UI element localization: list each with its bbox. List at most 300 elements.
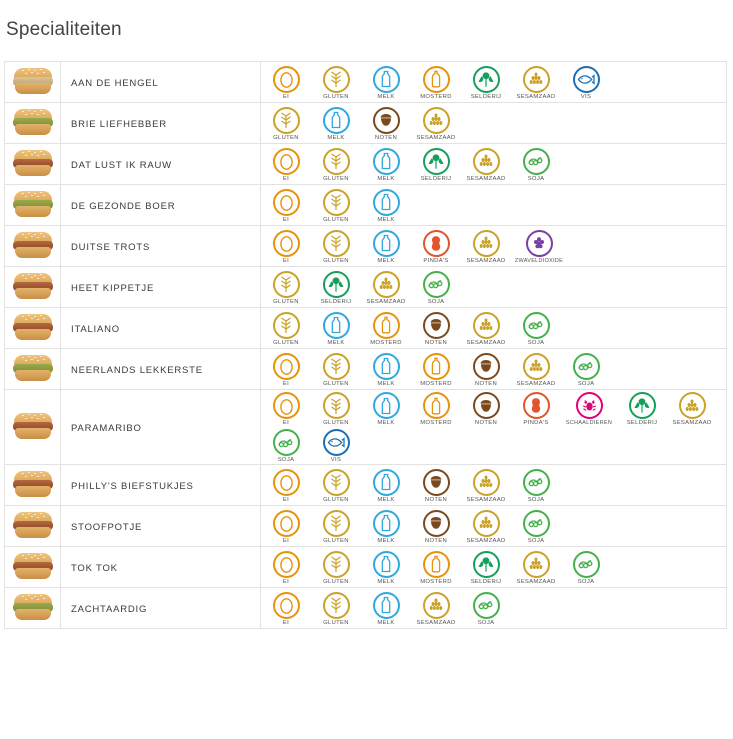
allergen-gluten <box>311 66 361 100</box>
allergen-mosterd <box>411 66 461 100</box>
sandwich-icon <box>12 354 54 384</box>
product-name: PARAMARIBO <box>71 423 142 435</box>
allergen-label: MELK <box>377 578 395 586</box>
gluten-icon <box>273 271 300 298</box>
allergen-label: NOTEN <box>424 537 448 545</box>
allergen-melk <box>361 510 411 544</box>
soja-icon <box>273 429 300 456</box>
allergen-label: EI <box>282 380 290 388</box>
allergen-noten <box>361 107 411 141</box>
pindas-icon <box>423 230 450 257</box>
table-row <box>5 62 727 103</box>
table-row <box>5 390 727 465</box>
allergen-label: MELK <box>377 93 395 101</box>
allergen-label: GLUTEN <box>323 175 349 183</box>
gluten-icon <box>323 510 350 537</box>
allergen-label: SOJA <box>427 298 445 306</box>
product-name: NEERLANDS LEKKERSTE <box>71 365 203 377</box>
allergen-gluten <box>311 148 361 182</box>
sandwich-icon <box>12 313 54 343</box>
allergen-label: GLUTEN <box>323 257 349 265</box>
gluten-icon <box>273 312 300 339</box>
allergen-ei <box>261 592 311 626</box>
melk-icon <box>323 107 350 134</box>
allergen-mosterd <box>411 353 461 387</box>
allergen-label: SESAMZAAD <box>516 578 556 586</box>
allergen-soja <box>511 469 561 503</box>
allergen-list <box>261 310 726 347</box>
allergens-cell <box>261 547 727 588</box>
allergen-noten <box>411 312 461 346</box>
product-name: PHILLY'S BIEFSTUKJES <box>71 481 194 493</box>
allergen-label: MOSTERD <box>420 93 452 101</box>
product-image-cell <box>5 144 61 185</box>
allergen-label: EI <box>282 537 290 545</box>
allergen-list <box>261 467 726 504</box>
mosterd-icon <box>423 551 450 578</box>
table-row <box>5 588 727 629</box>
allergen-gluten <box>311 551 361 585</box>
allergen-melk <box>361 551 411 585</box>
allergen-noten <box>461 353 511 387</box>
allergen-label: GLUTEN <box>323 619 349 627</box>
allergen-ei <box>261 189 311 223</box>
product-name-cell <box>61 103 261 144</box>
allergen-melk <box>361 392 411 426</box>
ei-icon <box>273 189 300 216</box>
product-image-cell <box>5 588 61 629</box>
allergen-vis <box>311 429 361 463</box>
allergen-noten <box>411 469 461 503</box>
allergen-ei <box>261 392 311 426</box>
allergen-label: GLUTEN <box>323 93 349 101</box>
allergen-label: SOJA <box>577 578 595 586</box>
allergen-melk <box>361 66 411 100</box>
allergen-list <box>261 508 726 545</box>
allergen-label: SESAMZAAD <box>466 537 506 545</box>
allergen-label: MELK <box>377 257 395 265</box>
allergens-cell <box>261 465 727 506</box>
vis-icon <box>323 429 350 456</box>
allergen-label: MELK <box>377 175 395 183</box>
product-name: AAN DE HENGEL <box>71 78 159 90</box>
allergen-label: EI <box>282 619 290 627</box>
table-row <box>5 144 727 185</box>
product-image-cell <box>5 267 61 308</box>
gluten-icon <box>323 148 350 175</box>
sandwich-icon <box>12 470 54 500</box>
allergen-melk <box>361 353 411 387</box>
sesamzaad-icon <box>473 510 500 537</box>
soja-icon <box>523 510 550 537</box>
product-name-cell <box>61 588 261 629</box>
ei-icon <box>273 392 300 419</box>
allergen-label: EI <box>282 420 290 427</box>
gluten-icon <box>323 230 350 257</box>
ei-icon <box>273 510 300 537</box>
allergen-label: EI <box>282 496 290 504</box>
allergen-pindas <box>411 230 461 264</box>
allergen-label: EI <box>282 93 290 101</box>
product-image-cell <box>5 185 61 226</box>
allergen-list <box>261 105 726 142</box>
sandwich-icon <box>12 412 54 442</box>
specialties-table-body <box>5 62 727 629</box>
product-name: DUITSE TROTS <box>71 242 151 254</box>
product-name-cell <box>61 144 261 185</box>
allergen-label: GLUTEN <box>323 496 349 504</box>
allergen-noten <box>411 510 461 544</box>
allergen-soja <box>561 353 611 387</box>
page-title: Specialiteiten <box>6 18 122 40</box>
allergen-soja <box>261 429 311 463</box>
noten-icon <box>473 353 500 380</box>
selderij-icon <box>423 148 450 175</box>
allergen-label: SELDERIJ <box>420 175 452 183</box>
sandwich-icon <box>12 511 54 541</box>
sesamzaad-icon <box>523 353 550 380</box>
selderij-icon <box>629 392 656 419</box>
allergen-label: GLUTEN <box>323 578 349 586</box>
gluten-icon <box>323 66 350 93</box>
allergen-label: SOJA <box>527 175 545 183</box>
product-image-cell <box>5 226 61 267</box>
ei-icon <box>273 551 300 578</box>
noten-icon <box>423 469 450 496</box>
allergen-sesamzaad <box>667 392 717 426</box>
allergen-list <box>261 187 726 224</box>
product-name: ITALIANO <box>71 324 120 336</box>
gluten-icon <box>323 592 350 619</box>
allergens-cell <box>261 144 727 185</box>
allergen-label: MELK <box>377 619 395 627</box>
allergens-cell <box>261 506 727 547</box>
allergen-label: GLUTEN <box>323 420 349 427</box>
melk-icon <box>323 312 350 339</box>
allergen-label: SOJA <box>527 537 545 545</box>
allergen-sesamzaad <box>511 353 561 387</box>
allergen-selderij <box>461 551 511 585</box>
vis-icon <box>573 66 600 93</box>
allergen-label: SOJA <box>577 380 595 388</box>
allergen-label: MELK <box>377 496 395 504</box>
allergens-cell <box>261 349 727 390</box>
allergen-list <box>261 390 726 464</box>
mosterd-icon <box>423 353 450 380</box>
melk-icon <box>373 592 400 619</box>
noten-icon <box>473 392 500 419</box>
selderij-icon <box>473 551 500 578</box>
allergen-soja <box>511 148 561 182</box>
allergen-label: GLUTEN <box>273 339 299 347</box>
soja-icon <box>523 148 550 175</box>
allergen-label: SELDERIJ <box>470 578 502 586</box>
sesamzaad-icon <box>423 592 450 619</box>
melk-icon <box>373 392 400 419</box>
product-name: DE GEZONDE BOER <box>71 201 176 213</box>
allergen-sesamzaad <box>461 469 511 503</box>
melk-icon <box>373 469 400 496</box>
ei-icon <box>273 469 300 496</box>
sandwich-icon <box>12 190 54 220</box>
selderij-icon <box>323 271 350 298</box>
melk-icon <box>373 230 400 257</box>
allergens-cell <box>261 103 727 144</box>
allergen-melk <box>361 469 411 503</box>
allergen-label: GLUTEN <box>323 537 349 545</box>
allergens-cell <box>261 62 727 103</box>
allergen-melk <box>361 148 411 182</box>
allergens-cell <box>261 390 727 465</box>
allergen-gluten <box>311 469 361 503</box>
allergen-soja <box>511 312 561 346</box>
allergen-label: ZWAVELDIOXIDE <box>514 257 564 265</box>
allergen-label: NOTEN <box>424 496 448 504</box>
table-row <box>5 267 727 308</box>
allergen-zwaveldioxide <box>511 230 567 264</box>
melk-icon <box>373 353 400 380</box>
allergen-sesamzaad <box>461 148 511 182</box>
allergens-cell <box>261 267 727 308</box>
allergen-label: SOJA <box>527 339 545 347</box>
allergen-melk <box>361 189 411 223</box>
allergen-label: EI <box>282 578 290 586</box>
allergen-mosterd <box>361 312 411 346</box>
allergen-gluten <box>261 107 311 141</box>
allergen-soja <box>561 551 611 585</box>
product-name: STOOFPOTJE <box>71 522 143 534</box>
soja-icon <box>573 551 600 578</box>
allergen-label: SESAMZAAD <box>416 619 456 627</box>
melk-icon <box>373 510 400 537</box>
product-name-cell <box>61 547 261 588</box>
noten-icon <box>373 107 400 134</box>
allergen-ei <box>261 469 311 503</box>
allergen-label: SELDERIJ <box>320 298 352 306</box>
allergen-label: SESAMZAAD <box>466 257 506 265</box>
allergen-label: SESAMZAAD <box>466 496 506 504</box>
specialties-table <box>4 61 727 629</box>
allergen-list <box>261 146 726 183</box>
allergen-ei <box>261 551 311 585</box>
allergen-vis <box>561 66 611 100</box>
allergen-gluten <box>311 392 361 426</box>
sesamzaad-icon <box>523 66 550 93</box>
melk-icon <box>373 66 400 93</box>
product-image-cell <box>5 103 61 144</box>
allergen-schaaldieren <box>561 392 617 426</box>
allergen-label: NOTEN <box>374 134 398 142</box>
gluten-icon <box>323 189 350 216</box>
allergen-label: SCHAALDIEREN <box>565 420 613 427</box>
table-row <box>5 103 727 144</box>
allergen-label: SESAMZAAD <box>516 380 556 388</box>
allergen-ei <box>261 510 311 544</box>
gluten-icon <box>323 353 350 380</box>
ei-icon <box>273 230 300 257</box>
allergen-soja <box>411 271 461 305</box>
table-row <box>5 308 727 349</box>
ei-icon <box>273 148 300 175</box>
sandwich-icon <box>12 108 54 138</box>
allergen-label: MELK <box>327 134 345 142</box>
allergen-melk <box>361 230 411 264</box>
allergen-label: NOTEN <box>424 339 448 347</box>
allergen-label: SESAMZAAD <box>672 420 712 427</box>
allergen-gluten <box>261 271 311 305</box>
allergen-selderij <box>461 66 511 100</box>
soja-icon <box>423 271 450 298</box>
sesamzaad-icon <box>473 469 500 496</box>
sandwich-icon <box>12 593 54 623</box>
product-name: HEET KIPPETJE <box>71 283 155 295</box>
allergen-ei <box>261 353 311 387</box>
allergen-selderij <box>617 392 667 426</box>
ei-icon <box>273 353 300 380</box>
product-name-cell <box>61 62 261 103</box>
allergen-label: EI <box>282 216 290 224</box>
product-image-cell <box>5 506 61 547</box>
product-name-cell <box>61 308 261 349</box>
allergens-cell <box>261 185 727 226</box>
table-row <box>5 506 727 547</box>
soja-icon <box>573 353 600 380</box>
pindas-icon <box>523 392 550 419</box>
product-image-cell <box>5 465 61 506</box>
mosterd-icon <box>423 66 450 93</box>
allergen-sesamzaad <box>461 230 511 264</box>
allergen-gluten <box>311 230 361 264</box>
allergen-soja <box>511 510 561 544</box>
allergen-label: SESAMZAAD <box>516 93 556 101</box>
allergen-mosterd <box>411 551 461 585</box>
table-row <box>5 185 727 226</box>
allergen-list <box>261 351 726 388</box>
zwaveldioxide-icon <box>526 230 553 257</box>
allergen-selderij <box>311 271 361 305</box>
gluten-icon <box>323 551 350 578</box>
table-row <box>5 465 727 506</box>
gluten-icon <box>323 392 350 419</box>
allergen-noten <box>461 392 511 426</box>
mosterd-icon <box>423 392 450 419</box>
allergen-label: GLUTEN <box>323 380 349 388</box>
allergen-gluten <box>261 312 311 346</box>
allergen-label: MELK <box>377 216 395 224</box>
sesamzaad-icon <box>679 392 706 419</box>
noten-icon <box>423 312 450 339</box>
allergen-label: EI <box>282 257 290 265</box>
allergen-label: SELDERIJ <box>626 420 658 427</box>
melk-icon <box>373 551 400 578</box>
allergens-cell <box>261 308 727 349</box>
product-name-cell <box>61 506 261 547</box>
allergen-melk <box>311 312 361 346</box>
allergen-sesamzaad <box>511 551 561 585</box>
allergen-ei <box>261 148 311 182</box>
allergen-label: SESAMZAAD <box>416 134 456 142</box>
table-row <box>5 547 727 588</box>
product-image-cell <box>5 390 61 465</box>
allergen-sesamzaad <box>361 271 411 305</box>
allergen-gluten <box>311 353 361 387</box>
ei-icon <box>273 592 300 619</box>
allergen-list <box>261 269 726 306</box>
noten-icon <box>423 510 450 537</box>
allergen-label: PINDA'S <box>423 257 449 265</box>
allergen-list <box>261 549 726 586</box>
allergen-label: MELK <box>377 420 395 427</box>
allergens-cell <box>261 588 727 629</box>
gluten-icon <box>323 469 350 496</box>
allergen-label: MOSTERD <box>420 578 452 586</box>
allergen-label: SOJA <box>477 619 495 627</box>
soja-icon <box>523 312 550 339</box>
allergen-sesamzaad <box>461 510 511 544</box>
product-name-cell <box>61 390 261 465</box>
sesamzaad-icon <box>473 230 500 257</box>
allergen-ei <box>261 66 311 100</box>
allergen-label: GLUTEN <box>273 298 299 306</box>
allergen-soja <box>461 592 511 626</box>
melk-icon <box>373 148 400 175</box>
product-name: TOK TOK <box>71 563 118 575</box>
allergen-label: NOTEN <box>474 420 498 427</box>
product-name-cell <box>61 267 261 308</box>
allergen-label: NOTEN <box>474 380 498 388</box>
allergen-gluten <box>311 189 361 223</box>
allergen-label: VIS <box>580 93 592 101</box>
sandwich-icon <box>12 231 54 261</box>
sandwich-icon <box>12 272 54 302</box>
allergen-label: EI <box>282 175 290 183</box>
allergen-label: MOSTERD <box>420 380 452 388</box>
allergen-label: MOSTERD <box>370 339 402 347</box>
product-name: ZACHTAARDIG <box>71 604 148 616</box>
sesamzaad-icon <box>473 312 500 339</box>
sesamzaad-icon <box>473 148 500 175</box>
product-name-cell <box>61 349 261 390</box>
allergen-label: PINDA'S <box>523 420 549 427</box>
allergen-label: MELK <box>327 339 345 347</box>
product-name-cell <box>61 226 261 267</box>
product-image-cell <box>5 547 61 588</box>
allergen-label: SOJA <box>527 496 545 504</box>
product-image-cell <box>5 62 61 103</box>
gluten-icon <box>273 107 300 134</box>
allergen-pindas <box>511 392 561 426</box>
sandwich-icon <box>12 149 54 179</box>
allergen-sesamzaad <box>411 592 461 626</box>
allergen-list <box>261 64 726 101</box>
allergen-melk <box>361 592 411 626</box>
ei-icon <box>273 66 300 93</box>
product-image-cell <box>5 308 61 349</box>
allergen-list <box>261 590 726 627</box>
sesamzaad-icon <box>423 107 450 134</box>
allergen-label: MELK <box>377 537 395 545</box>
product-name-cell <box>61 185 261 226</box>
sandwich-icon <box>12 552 54 582</box>
schaaldieren-icon <box>576 392 603 419</box>
product-image-cell <box>5 349 61 390</box>
product-name: BRIE LIEFHEBBER <box>71 119 167 131</box>
allergen-sesamzaad <box>461 312 511 346</box>
allergen-label: SELDERIJ <box>470 93 502 101</box>
allergen-mosterd <box>411 392 461 426</box>
product-name: DAT LUST IK RAUW <box>71 160 172 172</box>
allergen-label: MELK <box>377 380 395 388</box>
